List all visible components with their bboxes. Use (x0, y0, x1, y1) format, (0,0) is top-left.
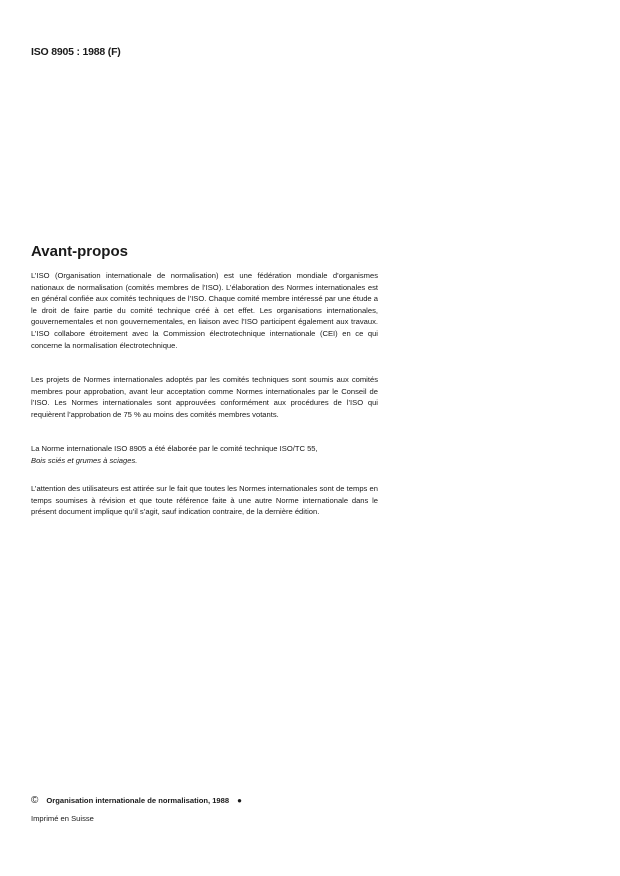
paragraph-draft-standards: Les projets de Normes internationales adoptés par les comités techniques sont soumis aux comités membres pour approbation, avant leur acceptation comme Normes internationales par le Conseil de l’ISO. Les Normes internationales sont approuvées conformément aux procédures de l’ISO qui requièrent l’approbation de 75 % au moins des comités membres votants. (31, 375, 378, 419)
copyright-icon: © (31, 795, 39, 806)
paragraph-revision-notice: L’attention des utilisateurs est attirée sur le fait que toutes les Normes internationales sont de temps en temps soumises à révision et que toute référence faite à une autre Norme internationale dans le présent document implique qu’il s’agit, sauf indication contraire, de la dernière édition. (31, 484, 378, 517)
paragraph-iso-intro: L’ISO (Organisation internationale de normalisation) est une fédération mondiale d’organismes nationaux de normalisation (comités membres de l’ISO). L’élaboration des Normes internationales est en général confiée aux comités techniques de l’ISO. Chaque comité membre intéressé par une étude a le droit de faire partie du comité technique créé à cet effet. Les organisations internationales, gouvernementales et non gouvernementales, en liaison avec l’ISO participent également aux travaux. L’ISO collabore étroitement avec la Commission électrotechnique internationale (CEI) en ce qui concerne la normalisation électrotechnique. (31, 271, 378, 350)
section-title: Avant-propos (31, 243, 128, 260)
printed-in-notice: Imprimé en Suisse (31, 814, 94, 823)
copyright-organization: Organisation internationale de normalisation, 1988 (46, 796, 230, 805)
committee-sentence: La Norme internationale ISO 8905 a été élaborée par le comité technique ISO/TC 55, (31, 444, 318, 453)
copyright-footer (31, 795, 242, 806)
bullet-icon: ● (237, 796, 242, 805)
committee-name: Bois sciés et grumes à sciages. (31, 455, 138, 465)
paragraph-committee (31, 443, 378, 466)
document-reference: ISO 8905 : 1988 (F) (31, 46, 121, 58)
